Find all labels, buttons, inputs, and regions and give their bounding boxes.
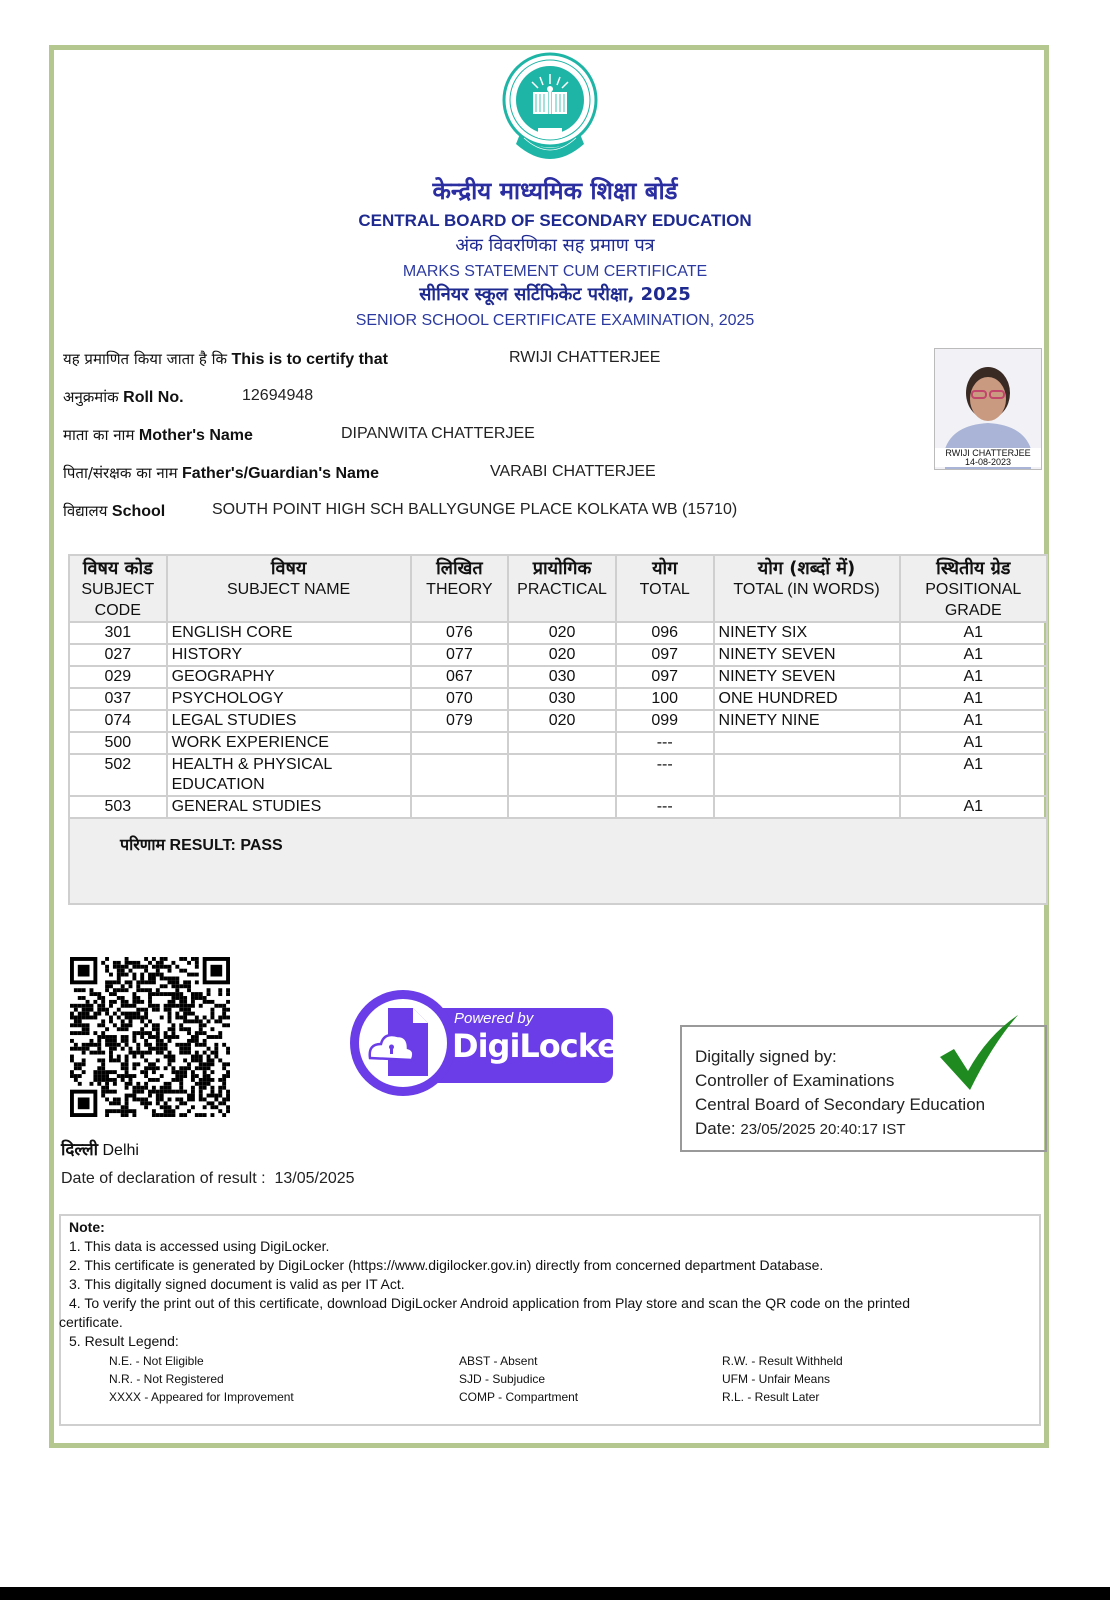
verified-checkmark-icon (940, 1015, 1020, 1090)
sign-line-2: Controller of Examinations (695, 1071, 895, 1090)
exam-name-hindi: सीनियर स्कूल सर्टिफिकेट परीक्षा, 2025 (419, 284, 691, 305)
subject-name: LEGAL STUDIES (167, 710, 411, 732)
theory-marks (411, 754, 509, 796)
sign-date: 23/05/2025 20:40:17 IST (740, 1121, 906, 1138)
subject-name: HEALTH & PHYSICAL EDUCATION (167, 754, 411, 796)
total-in-words: NINETY NINE (714, 710, 900, 732)
total-in-words (714, 754, 900, 796)
declaration-date-row (61, 1170, 355, 1188)
legend-item: N.E. - Not Eligible (109, 1354, 204, 1368)
certify-row (63, 349, 661, 369)
subject-name: PSYCHOLOGY (167, 688, 411, 710)
place-hindi: दिल्ली (61, 1140, 99, 1160)
total-in-words: NINETY SEVEN (714, 666, 900, 688)
header-grade: स्थितीय ग्रेड POSITIONAL GRADE (900, 555, 1047, 622)
cbse-logo (500, 52, 600, 170)
theory-marks: 079 (411, 710, 509, 732)
table-row (69, 622, 1047, 644)
theory-marks (411, 732, 509, 754)
roll-number: 12694948 (242, 387, 314, 404)
place-english: Delhi (102, 1142, 139, 1159)
doc-type-english: MARKS STATEMENT CUM CERTIFICATE (402, 263, 708, 280)
legend-item: COMP - Compartment (459, 1390, 579, 1404)
theory-marks: 067 (411, 666, 509, 688)
practical-marks: 030 (508, 666, 616, 688)
table-row (69, 754, 1047, 796)
photo-caption-date: 14-08-2023 (964, 457, 1012, 467)
board-name-english: CENTRAL BOARD OF SECONDARY EDUCATION (358, 211, 752, 230)
school-name: SOUTH POINT HIGH SCH BALLYGUNGE PLACE KOLKATA WB (15710) (212, 501, 738, 518)
practical-marks (508, 796, 616, 818)
marks-table (68, 554, 1048, 905)
table-row (69, 732, 1047, 754)
subject-code: 503 (69, 796, 167, 818)
legend-item: SJD - Subjudice (459, 1372, 546, 1386)
positional-grade: A1 (900, 754, 1047, 796)
result-row (69, 818, 1047, 904)
photo-caption (935, 448, 1041, 467)
total-in-words (714, 796, 900, 818)
subject-code: 029 (69, 666, 167, 688)
board-name-hindi: केन्द्रीय माध्यमिक शिक्षा बोर्ड (432, 177, 678, 205)
school-label-english: School (111, 503, 166, 520)
school-row (63, 501, 738, 521)
mother-label-english: Mother's Name (138, 427, 253, 444)
notes-box (59, 1214, 1041, 1426)
total-marks: --- (616, 754, 714, 796)
subject-code: 037 (69, 688, 167, 710)
total-marks: 099 (616, 710, 714, 732)
subject-name: HISTORY (167, 644, 411, 666)
result-cell (69, 818, 1047, 904)
header-subject-code: विषय कोड SUBJECT CODE (69, 555, 167, 622)
practical-marks: 030 (508, 688, 616, 710)
theory-marks (411, 796, 509, 818)
sign-line-3: Central Board of Secondary Education (695, 1095, 986, 1114)
sign-date-label: Date: (695, 1119, 736, 1138)
total-marks: 097 (616, 644, 714, 666)
practical-marks: 020 (508, 710, 616, 732)
father-name: VARABI CHATTERJEE (490, 463, 656, 480)
digilocker-wordmark: DigiLocker (452, 1027, 633, 1065)
practical-marks (508, 732, 616, 754)
header-total: योग TOTAL (616, 555, 714, 622)
roll-label-english: Roll No. (123, 389, 184, 406)
qr-code[interactable] (70, 957, 230, 1117)
subject-name: WORK EXPERIENCE (167, 732, 411, 754)
note-item: 5. Result Legend: (69, 1333, 179, 1349)
table-row (69, 710, 1047, 732)
subject-code: 502 (69, 754, 167, 796)
positional-grade: A1 (900, 622, 1047, 644)
legend-item: XXXX - Appeared for Improvement (109, 1390, 294, 1404)
roll-label-hindi: अनुक्रमांक (63, 388, 119, 406)
result-label-hindi: परिणाम (120, 835, 166, 854)
subject-name: GENERAL STUDIES (167, 796, 411, 818)
positional-grade: A1 (900, 710, 1047, 732)
header-theory: लिखित THEORY (411, 555, 509, 622)
total-marks: --- (616, 796, 714, 818)
declaration-label: Date of declaration of result : (61, 1170, 266, 1187)
father-label-hindi: पिता/संरक्षक का नाम (63, 464, 178, 482)
theory-marks: 077 (411, 644, 509, 666)
roll-row (63, 387, 314, 407)
theory-marks: 076 (411, 622, 509, 644)
school-label-hindi: विद्यालय (63, 502, 108, 520)
positional-grade: A1 (900, 732, 1047, 754)
exam-name-english: SENIOR SCHOOL CERTIFICATE EXAMINATION, 2025 (355, 312, 755, 329)
digilocker-badge (348, 986, 633, 1106)
note-item: 3. This digitally signed document is valid as per IT Act. (69, 1276, 405, 1292)
legend-item: R.W. - Result Withheld (722, 1354, 843, 1368)
table-row (69, 666, 1047, 688)
positional-grade: A1 (900, 688, 1047, 710)
subject-code: 500 (69, 732, 167, 754)
screen-bottom-bar (0, 1587, 1110, 1600)
header-subject-name: विषय SUBJECT NAME (167, 555, 411, 622)
father-label-english: Father's/Guardian's Name (182, 465, 380, 482)
practical-marks: 020 (508, 644, 616, 666)
header-practical: प्रायोगिक PRACTICAL (508, 555, 616, 622)
positional-grade: A1 (900, 644, 1047, 666)
notes-title: Note: (69, 1219, 105, 1235)
mother-label-hindi: माता का नाम (63, 426, 135, 444)
powered-by-label: Powered by (454, 1010, 534, 1027)
mother-row (63, 425, 535, 445)
doc-type-hindi: अंक विवरणिका सह प्रमाण पत्र (455, 235, 655, 256)
result-status: RESULT: PASS (169, 837, 283, 854)
legend-item: ABST - Absent (459, 1354, 538, 1368)
legend-item: N.R. - Not Registered (109, 1372, 224, 1386)
declaration-date: 13/05/2025 (274, 1170, 355, 1187)
note-item: 2. This certificate is generated by DigiLocker (https://www.digilocker.gov.in) directly from concerned department Database. (69, 1257, 824, 1273)
certify-label-hindi: यह प्रमाणित किया जाता है कि (63, 350, 227, 368)
positional-grade: A1 (900, 666, 1047, 688)
positional-grade: A1 (900, 796, 1047, 818)
total-marks: 100 (616, 688, 714, 710)
certify-label-english: This is to certify that (231, 351, 388, 368)
note-item: 1. This data is accessed using DigiLocker. (69, 1238, 330, 1254)
total-marks: 096 (616, 622, 714, 644)
table-header-row (69, 555, 1047, 622)
sign-date-row (695, 1117, 1045, 1142)
candidate-photo (934, 348, 1042, 470)
note-item: 4. To verify the print out of this certificate, download DigiLocker Android application from Play store and scan the QR code on the printed (69, 1295, 910, 1311)
practical-marks: 020 (508, 622, 616, 644)
subject-name: GEOGRAPHY (167, 666, 411, 688)
practical-marks (508, 754, 616, 796)
total-in-words (714, 732, 900, 754)
total-in-words: NINETY SEVEN (714, 644, 900, 666)
legend-item: R.L. - Result Later (722, 1390, 820, 1404)
total-marks: 097 (616, 666, 714, 688)
candidate-name: RWIJI CHATTERJEE (509, 349, 661, 366)
total-marks: --- (616, 732, 714, 754)
legend-item: UFM - Unfair Means (722, 1372, 831, 1386)
total-in-words: ONE HUNDRED (714, 688, 900, 710)
result-legend (109, 1352, 1039, 1406)
total-in-words: NINETY SIX (714, 622, 900, 644)
subject-name: ENGLISH CORE (167, 622, 411, 644)
sign-line-1: Digitally signed by: (695, 1047, 837, 1066)
theory-marks: 070 (411, 688, 509, 710)
subject-code: 301 (69, 622, 167, 644)
table-row (69, 796, 1047, 818)
header-total-words: योग (शब्दों में) TOTAL (IN WORDS) (714, 555, 900, 622)
mother-name: DIPANWITA CHATTERJEE (341, 425, 535, 442)
subject-code: 027 (69, 644, 167, 666)
table-row (69, 644, 1047, 666)
photo-caption-name: RWIJI CHATTERJEE (945, 448, 1031, 458)
place (61, 1137, 139, 1160)
table-row (69, 688, 1047, 710)
father-row (63, 463, 656, 483)
note-item-continuation: certificate. (59, 1314, 123, 1330)
subject-code: 074 (69, 710, 167, 732)
